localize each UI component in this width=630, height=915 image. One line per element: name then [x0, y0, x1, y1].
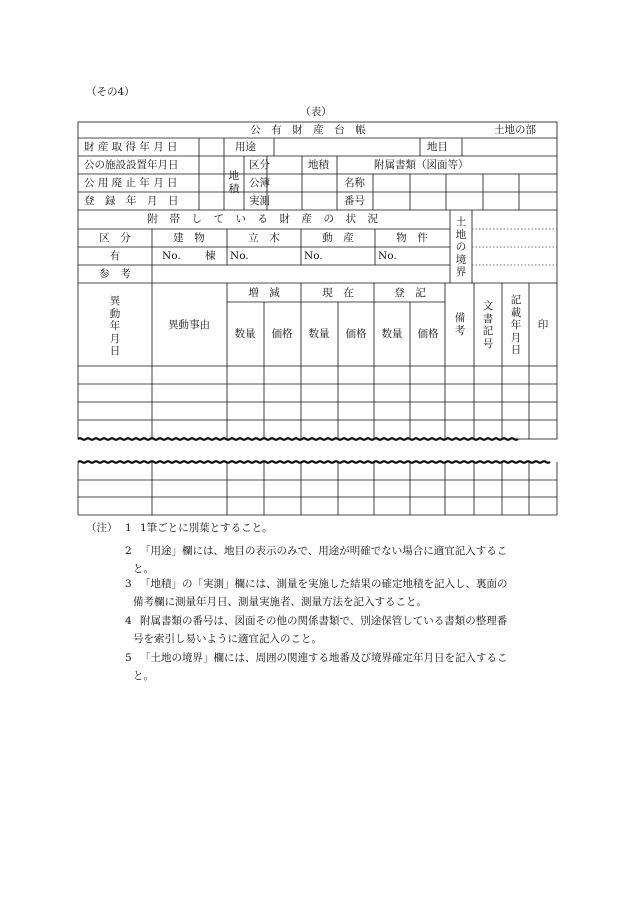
- name-label: 名称: [344, 177, 365, 189]
- note-2-line-1: 「用途」欄には、地目の表示のみで、用途が明確でない場合に適宜記入するこ: [140, 545, 508, 557]
- attached-property-title: 附 帯 し て い る 財 産 の 状 況: [147, 213, 379, 225]
- trees-no: No.: [230, 250, 249, 262]
- col-trees: 立 木: [248, 232, 280, 244]
- note-4-num: 4: [125, 615, 132, 627]
- land-boundary-label: 土地の境界: [455, 216, 467, 278]
- facility-date-label: 公の施設設置年月日: [84, 159, 179, 171]
- doc-no-label: 文書記号: [482, 300, 494, 350]
- land-category-label: 地目: [427, 141, 448, 153]
- qty-3: 数量: [381, 328, 403, 340]
- note-2-line-2: と。: [133, 563, 154, 575]
- change-reason-label: 異動事由: [168, 319, 210, 331]
- building-unit: 棟: [205, 250, 216, 262]
- row-exist: 有: [109, 250, 121, 262]
- side-label: （表）: [300, 106, 332, 118]
- note-5-line-1: 「土地の境界」欄には、周囲の関連する地番及び境界確定年月日を記入するこ: [140, 652, 508, 664]
- qty-2: 数量: [308, 328, 330, 340]
- remarks-label: 備考: [454, 312, 466, 337]
- movables-no: No.: [304, 250, 323, 262]
- registration-date-label: 登 録 年 月 日: [84, 195, 179, 207]
- current-label: 現 在: [322, 287, 354, 299]
- note-3-num: 3: [125, 578, 132, 590]
- abolition-date-label: 公 用 廃 止 年 月 日: [84, 177, 178, 189]
- note-1-num: 1: [125, 522, 132, 534]
- survey-label: 実測: [249, 195, 270, 207]
- price-1: 価格: [271, 328, 293, 340]
- qty-1: 数量: [234, 328, 256, 340]
- register-label: 公簿: [249, 177, 270, 189]
- ledger-title: 公 有 財 産 台 帳: [250, 124, 366, 136]
- section-label: 土地の部: [494, 124, 536, 136]
- area-vertical-label: 地積: [228, 170, 240, 195]
- number-label: 番号: [344, 195, 365, 207]
- form-label: （その4）: [86, 86, 135, 98]
- note-4-line-1: 附属書類の番号は、図面その他の関係書類で、別途保管している書類の整理番: [140, 615, 508, 627]
- note-2-num: 2: [125, 545, 132, 557]
- increase-decrease-label: 増 減: [248, 287, 280, 299]
- note-1-line-1: 1筆ごとに別葉とすること。: [140, 522, 273, 534]
- note-3-line-2: 備考欄に測量年月日、測量実施者、測量方法を記入すること。: [133, 596, 427, 608]
- col-objects: 物 件: [396, 232, 428, 244]
- registered-label: 登 記: [394, 287, 426, 299]
- price-3: 価格: [417, 328, 439, 340]
- col-movables: 動 産: [322, 232, 354, 244]
- division-label: 区分: [249, 159, 270, 171]
- record-date-label: 記載年月日: [510, 294, 522, 356]
- attached-docs-label: 附属書類（図面等）: [374, 159, 469, 171]
- col-building: 建 物: [173, 232, 205, 244]
- objects-no: No.: [378, 250, 397, 262]
- row-reference: 参 考: [99, 268, 131, 280]
- col-division: 区 分: [99, 232, 131, 244]
- change-date-label: 異動年月日: [109, 295, 121, 357]
- area-label: 地積: [308, 159, 329, 171]
- building-no: No.: [162, 250, 181, 262]
- price-2: 価格: [345, 328, 367, 340]
- note-5-line-2: と。: [133, 670, 154, 682]
- note-5-num: 5: [125, 652, 132, 664]
- acquisition-date-label: 財 産 取 得 年 月 日: [84, 141, 178, 153]
- seal-label: 印: [537, 319, 549, 331]
- note-3-line-1: 「地積」の「実測」欄には、測量を実施した結果の確定地積を記入し、裏面の: [140, 578, 508, 590]
- use-label: 用途: [235, 141, 256, 153]
- note-4-line-2: 号を索引し易いように適宜記入のこと。: [133, 633, 322, 645]
- notes-label: （注）: [86, 522, 118, 534]
